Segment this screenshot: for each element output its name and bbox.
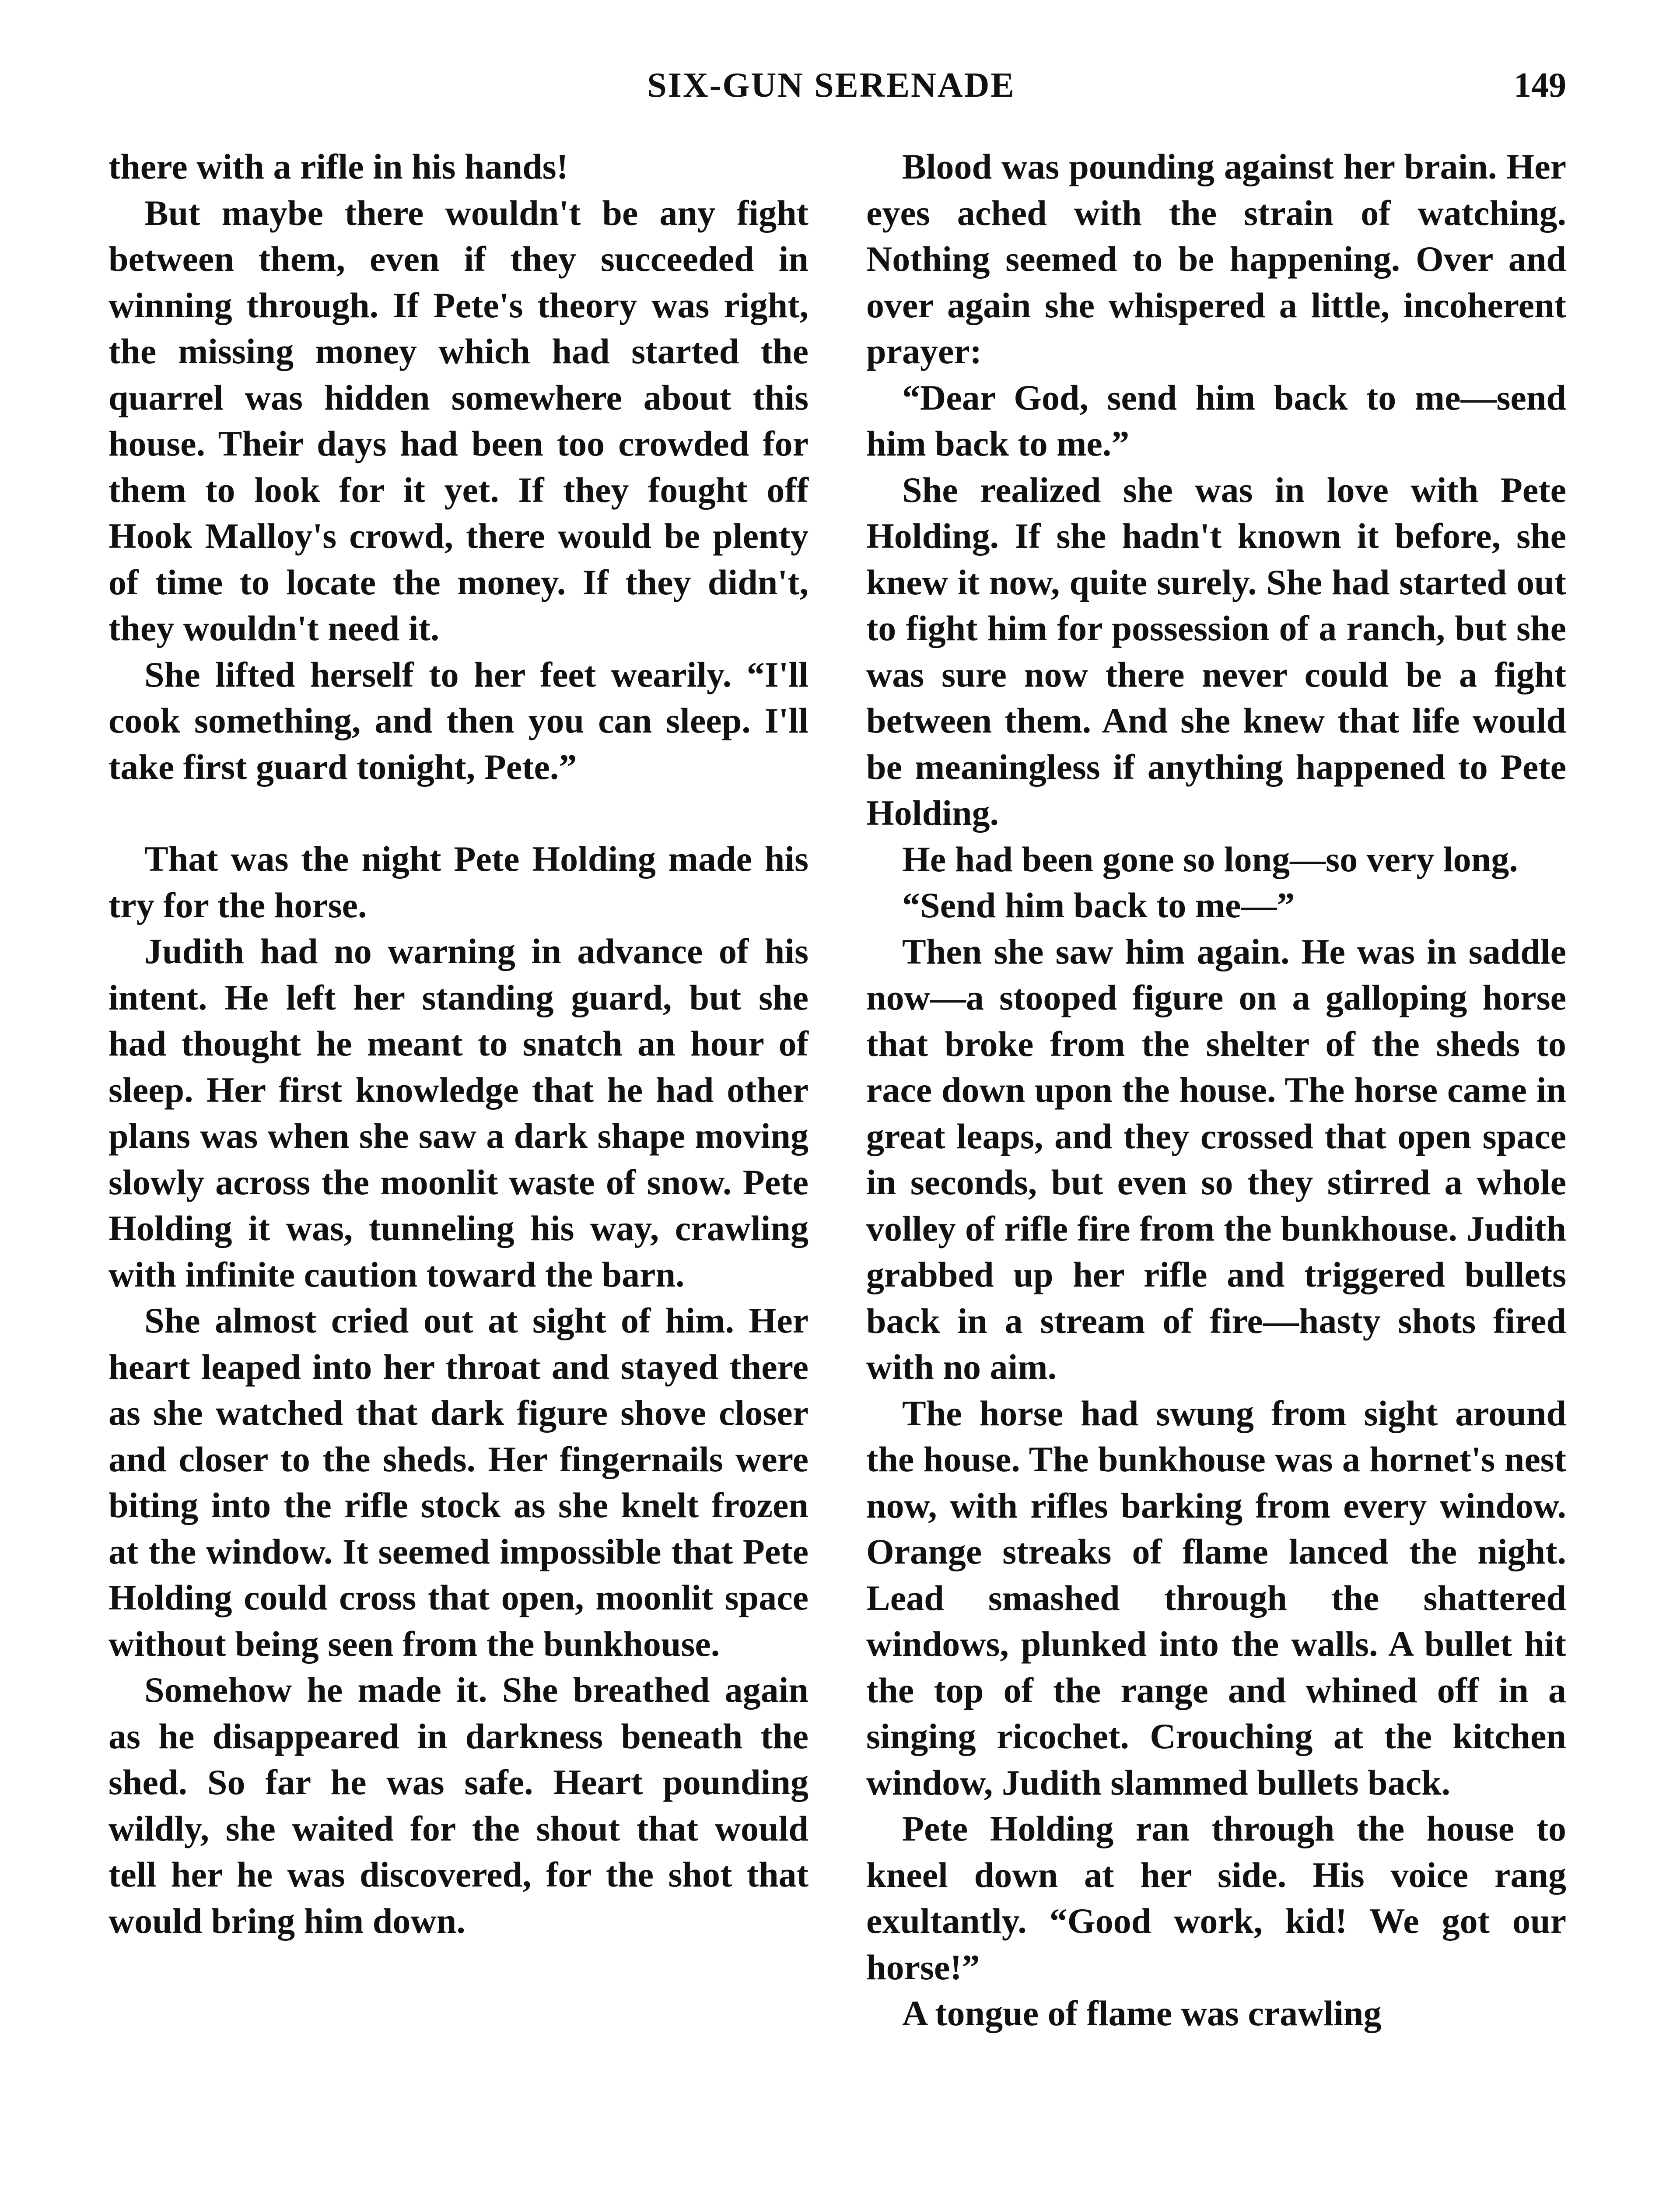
paragraph: there with a rifle in his hands! [108,147,568,186]
running-title: SIX-GUN SERENADE [647,66,1015,105]
paragraph: The horse had swung from sight around the house. The bunkhouse was a hornet's nest now, with rifles barking from every window. Orange streaks of flame lanced the night. Lead smashed through the shattered windows, plunked into the walls. A bullet hit the top of the range and whined off in a singing ricochet. Crouching at the kitchen window, Judith slammed bullets back. [866,1393,1566,1802]
paragraph: He had been gone so long—so very long. [902,839,1518,879]
paragraph: She lifted herself to her feet wearily. “I'll cook something, and then you can sleep. I'll take first guard tonight, Pete.” [108,654,808,787]
paragraph: A tongue of flame was crawling [902,1993,1382,2033]
paragraph: Judith had no warning in advance of his intent. He left her standing guard, but she had thought he meant to snatch an hour of sleep. Her first knowledge that he had other plans was when she saw a dark shape moving slowly across the moonlit waste of snow. Pete Holding it was, tunneling his way, crawling with infinite caution toward the barn. [108,931,808,1294]
right-text-column [866,144,1566,2037]
left-text-column [108,144,808,1944]
paragraph: “Dear God, send him back to me—send him back to me.” [866,377,1566,463]
paragraph: Blood was pounding against her brain. Her eyes ached with the strain of watching. Nothing seemed to be happening. Over and over again she whispered a little, incoherent prayer: [866,147,1566,371]
paragraph: She realized she was in love with Pete Holding. If she hadn't known it before, she knew it now, quite surely. She had started out to fight him for possession of a ranch, but she was sure now there never could be a fight between them. And she knew that life would be meaningless if anything happened to Pete Holding. [866,470,1566,833]
paragraph: “Send him back to me—” [902,885,1295,925]
paragraph: Pete Holding ran through the house to kneel down at her side. His voice rang exultantly. “Good work, kid! We got our horse!” [866,1809,1566,1987]
page-number: 149 [1514,66,1566,105]
paragraph: Then she saw him again. He was in saddle now—a stooped figure on a galloping horse that broke from the shelter of the sheds to race down upon the house. The horse came in great leaps, and they crossed that open space in seconds, but even so they stirred a whole volley of rifle fire from the bunkhouse. Judith grabbed up her rifle and triggered bullets back in a stream of fire—hasty shots fired with no aim. [866,931,1566,1387]
section-break [108,790,808,836]
paragraph: Somehow he made it. She breathed again as he disappeared in darkness beneath the shed. So far he was safe. Heart pounding wildly, she waited for the shout that would tell her he was discovered, for the shot that would bring him down. [108,1670,808,1941]
paragraph: She almost cried out at sight of him. Her heart leaped into her throat and stayed there as she watched that dark figure shove closer and closer to the sheds. Her fingernails were biting into the rifle stock as she knelt frozen at the window. It seemed impossible that Pete Holding could cross that open, moonlit space without being seen from the bunkhouse. [108,1301,808,1664]
paragraph: But maybe there wouldn't be any fight between them, even if they succeeded in winning through. If Pete's theory was right, the missing money which had started the quarrel was hidden somewhere about this house. Their days had been too crowded for them to look for it yet. If they fought off Hook Malloy's crowd, there would be plenty of time to locate the money. If they didn't, they wouldn't need it. [108,193,808,648]
paragraph: That was the night Pete Holding made his try for the horse. [108,839,808,925]
